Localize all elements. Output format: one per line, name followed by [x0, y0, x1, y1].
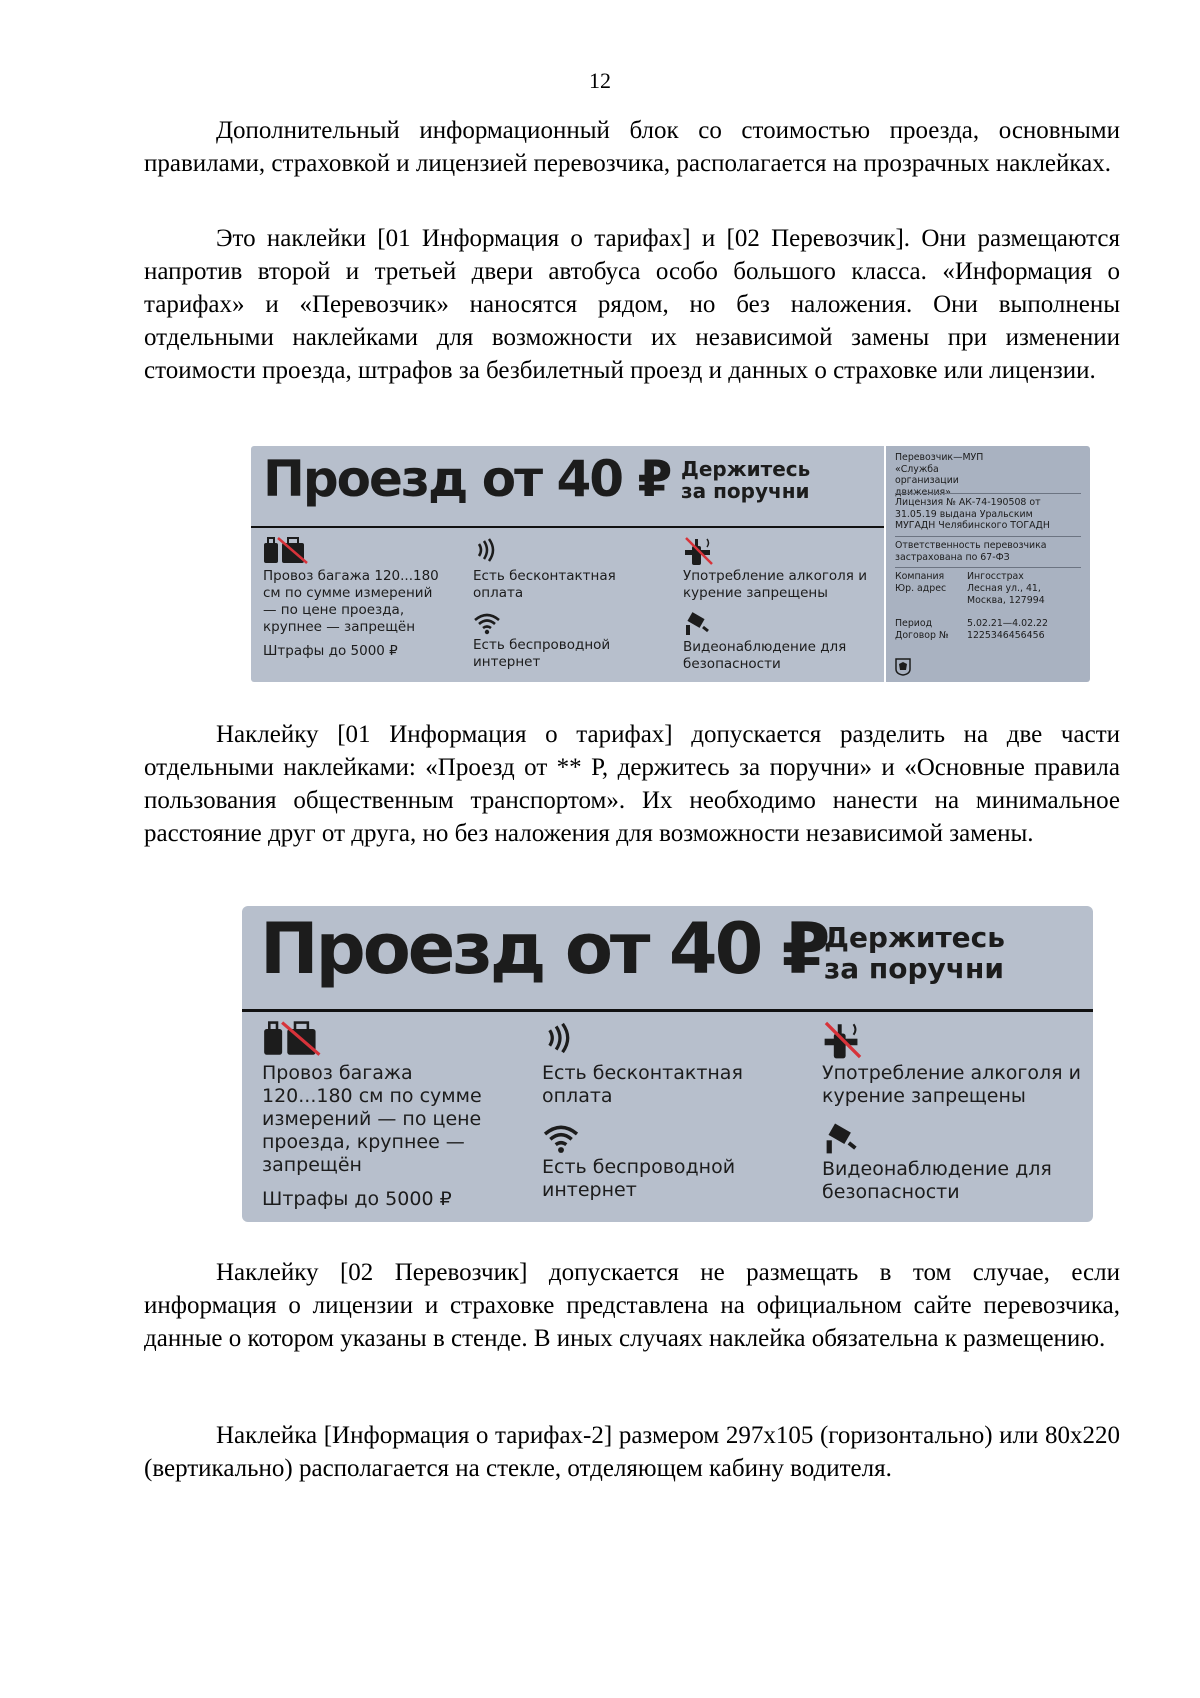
fines-text-large: Штрафы до 5000 ₽ [262, 1188, 452, 1210]
fare-info-sticker [251, 446, 884, 682]
carrier-divider-1 [895, 493, 1081, 494]
hold-handrails-text-large: Держитесь за поручни [824, 921, 1005, 986]
baggage-text-large: Провоз багажа 120...180 см по сумме измерений — по цене проезда, крупнее — запрещён [262, 1062, 482, 1176]
sticker-divider-large [242, 1009, 1093, 1012]
paragraph-3: Наклейку [01 Информация о тарифах] допускается разделить на две части отдельными наклейками: «Проезд от ** Р, держитесь за поручни» и «Основные правила пользования общественным транспортом». Их необходимо нанести на минимальное расстояние друг от друга, но без наложения для возможности независимой замены. [144, 721, 1120, 847]
cctv-text: Видеонаблюдение для безопасности [683, 639, 847, 672]
fines-text: Штрафы до 5000 ₽ [263, 643, 398, 659]
contactless-text: Есть бесконтактная оплата [473, 568, 616, 601]
company-label: Компания [895, 571, 945, 582]
camera-icon [822, 1122, 860, 1156]
no-alcohol-smoking-icon [683, 536, 715, 566]
camera-icon [683, 611, 711, 637]
luggage-prohibited-icon [262, 1020, 328, 1056]
alcohol-text: Употребление алкоголя и курение запрещены [683, 568, 867, 601]
period-label: Период [895, 618, 933, 629]
sticker-divider [251, 526, 884, 528]
fare-info-sticker-large [242, 906, 1093, 1222]
page-number: 12 [589, 68, 611, 93]
carrier-period-row [895, 618, 1048, 630]
wifi-text: Есть беспроводной интернет [473, 637, 611, 670]
paragraph-1: Дополнительный информационный блок со стоимостью проезда, основными правилами, страховкой и лицензией перевозчика, располагается на прозрачных наклейках. [144, 117, 1120, 177]
contactless-icon [473, 536, 501, 564]
fare-title: Проезд от 40 ₽ [263, 450, 671, 508]
period-value: 5.02.21—4.02.22 [967, 618, 1048, 629]
carrier-name: Перевозчик—МУП «Служба организации [895, 452, 984, 487]
contract-value: 1225346456456 [967, 630, 1045, 641]
wifi-text-large: Есть беспроводной интернет [542, 1156, 736, 1201]
address-value: Лесная ул., 41, Москва, 127994 [967, 583, 1045, 606]
emblem-icon [895, 658, 911, 676]
carrier-divider-2 [895, 536, 1081, 537]
no-alcohol-smoking-icon [822, 1020, 864, 1060]
payment-column-large [542, 1020, 792, 1202]
paragraph-2: Это наклейки [01 Информация о тарифах] и [02 Перевозчик]. Они размещаются напротив второй и третьей двери автобуса особо большого класса. «Информация о тарифах» и «Перевозчик» наносятся рядом, но без наложения. Они выполнены отдельными наклейками для возможности их независимой замены при изменении стоимости проезда, штрафов за безбилетный проезд и данных о страховке или лицензии. [144, 225, 1120, 384]
alcohol-text-large: Употребление алкоголя и курение запрещены [822, 1062, 1081, 1107]
contract-label: Договор № [895, 630, 949, 641]
luggage-prohibited-icon [263, 536, 313, 564]
carrier-address-row [895, 583, 1067, 606]
hold-handrails-text: Держитесь за поручни [681, 457, 811, 504]
carrier-divider-3 [895, 567, 1081, 568]
fare-title-large: Проезд от 40 ₽ [260, 908, 828, 990]
wifi-icon [473, 611, 501, 635]
paragraph-4: Наклейку [02 Перевозчик] допускается не размещать в том случае, если информация о лицензии и страховке представлена на официальном сайте перевозчика, данные о котором указаны в стенде. В иных случаях наклейка обязательна к размещению. [144, 1259, 1120, 1352]
wifi-icon [542, 1122, 580, 1154]
company-value: Ингосстрах [967, 571, 1024, 582]
baggage-column-large [262, 1020, 502, 1211]
contactless-icon [542, 1020, 578, 1056]
payment-column [473, 536, 663, 671]
carrier-sticker [886, 446, 1090, 682]
rules-column-large [822, 1020, 1082, 1204]
paragraph-5: Наклейка [Информация о тарифах-2] размером 297x105 (горизонтально) или 80x220 (вертикально) располагается на стекле, отделяющем кабину водителя. [144, 1422, 1120, 1482]
rules-column [683, 536, 878, 673]
carrier-company-row [895, 571, 1024, 583]
carrier-contract-row [895, 630, 1045, 642]
cctv-text-large: Видеонаблюдение для безопасности [822, 1158, 1052, 1203]
carrier-license: Лицензия № АК-74-190508 от 31.05.19 выдана Уральским МУГАДН Челябинского ТОГАДН [895, 497, 1050, 532]
baggage-text: Провоз багажа 120...180 см по сумме измерений — по цене проезда, крупнее — запрещён [263, 568, 439, 635]
address-label: Юр. адрес [895, 583, 947, 594]
baggage-column [263, 536, 448, 660]
contactless-text-large: Есть бесконтактная оплата [542, 1062, 743, 1107]
carrier-responsibility: Ответственность перевозчика застрахована по 67-ФЗ [895, 540, 1047, 563]
